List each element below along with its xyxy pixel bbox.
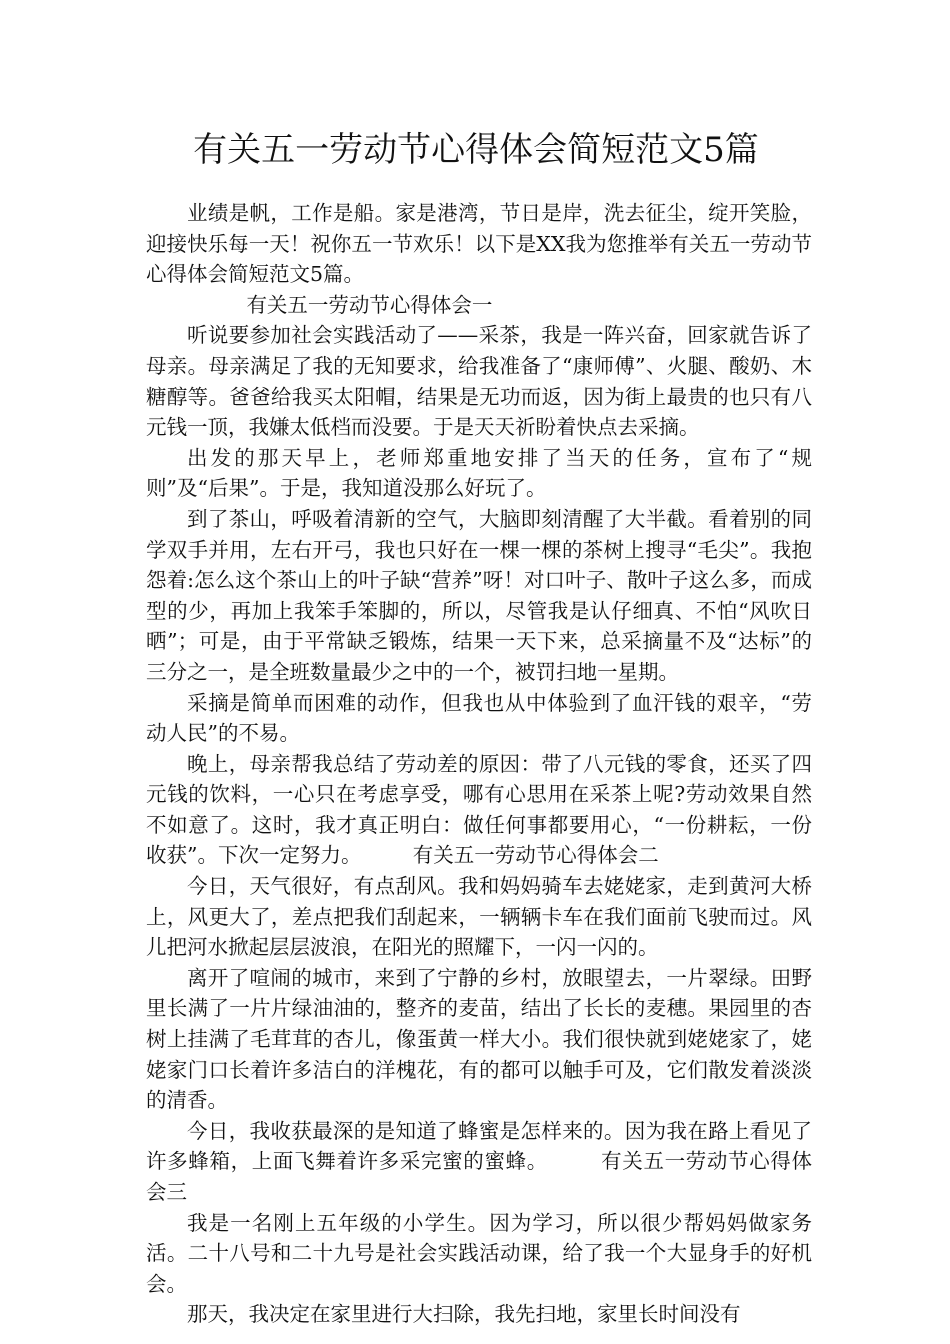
document-body [146,198,812,1330]
section-3-paragraph-1: 我是一名刚上五年级的小学生。因为学习，所以很少帮妈妈做家务活。二十八号和二十九号是社会实践活动课，给了我一个大显身手的好机会。 [146,1210,812,1296]
section-1-paragraph-5 [146,749,812,871]
section-1-paragraph-1: 听说要参加社会实践活动了——采茶，我是一阵兴奋，回家就告诉了母亲。母亲满足了我的无知要求，给我准备了“康师傅”、火腿、酸奶、木糖醇等。爸爸给我买太阳帽，结果是无功而返，因为街上最贵的也只有八元钱一顶，我嫌太低档而没要。于是天天祈盼着快点去采摘。 [146,323,812,440]
section-heading-2: 有关五一劳动节心得体会二 [412,843,659,868]
section-heading-1: 有关五一劳动节心得体会一 [246,292,493,317]
section-2-paragraph-2: 离开了喧闹的城市，来到了宁静的乡村，放眼望去，一片翠绿。田野里长满了一片片绿油油的，整齐的麦苗，结出了长长的麦穗。果园里的杏树上挂满了毛茸茸的杏儿，像蛋黄一样大小。我们很快就到姥姥家了，姥姥家门口长着许多洁白的洋槐花，有的都可以触手可及，它们散发着淡淡的清香。 [146,965,812,1113]
document-title: 有关五一劳动节心得体会简短范文5篇 [193,130,759,170]
section-2-paragraph-1: 今日，天气很好，有点刮风。我和妈妈骑车去姥姥家，走到黄河大桥上，风更大了，差点把我们刮起来，一辆辆卡车在我们面前飞驶而过。风儿把河水掀起层层波浪，在阳光的照耀下，一闪一闪的。 [146,874,812,960]
intro-paragraph: 业绩是帆，工作是船。家是港湾，节日是岸，洗去征尘，绽开笑脸，迎接快乐每一天！祝你五一节欢乐！以下是XX我为您推举有关五一劳动节心得体会简短范文5篇。 [146,201,812,287]
section-2-paragraph-3 [146,1116,812,1208]
section-1-paragraph-2: 出发的那天早上，老师郑重地安排了当天的任务，宣布了“规则”及“后果”。于是，我知道没那么好玩了。 [146,445,812,501]
section-2-paragraph-3-text: 今日，我收获最深的是知道了蜂蜜是怎样来的。因为我在路上看见了许多蜂箱，上面飞舞着许多采完蜜的蜜蜂。 [146,1118,812,1174]
section-1-paragraph-4: 采摘是简单而困难的动作，但我也从中体验到了血汗钱的艰辛，“劳动人民”的不易。 [146,690,812,746]
section-3-paragraph-2: 那天，我决定在家里进行大扫除，我先扫地，家里长时间没有 [187,1302,741,1327]
section-1-paragraph-3: 到了茶山，呼吸着清新的空气，大脑即刻清醒了大半截。看着别的同学双手并用，左右开弓，我也只好在一棵一棵的茶树上搜寻“毛尖”。我抱怨着:怎么这个茶山上的叶子缺“营养”呀！对口叶子、散叶子这么多，而成型的少，再加上我笨手笨脚的，所以，尽管我是认仔细真、不怕“风吹日晒”；可是，由于平常缺乏锻炼，结果一天下来，总采摘量不及“达标”的三分之一，是全班数量最少之中的一个，被罚扫地一星期。 [146,506,812,684]
section-1-paragraph-5-text: 晚上，母亲帮我总结了劳动差的原因：带了八元钱的零食，还买了四元钱的饮料，一心只在考虑享受，哪有心思用在采茶上呢?劳动效果自然不如意了。这时，我才真正明白：做任何事都要用心，“一份耕耘，一份收获”。下次一定努力。 [146,751,812,868]
section-heading-3: 有关五一劳动节心得体会三 [146,1149,813,1204]
